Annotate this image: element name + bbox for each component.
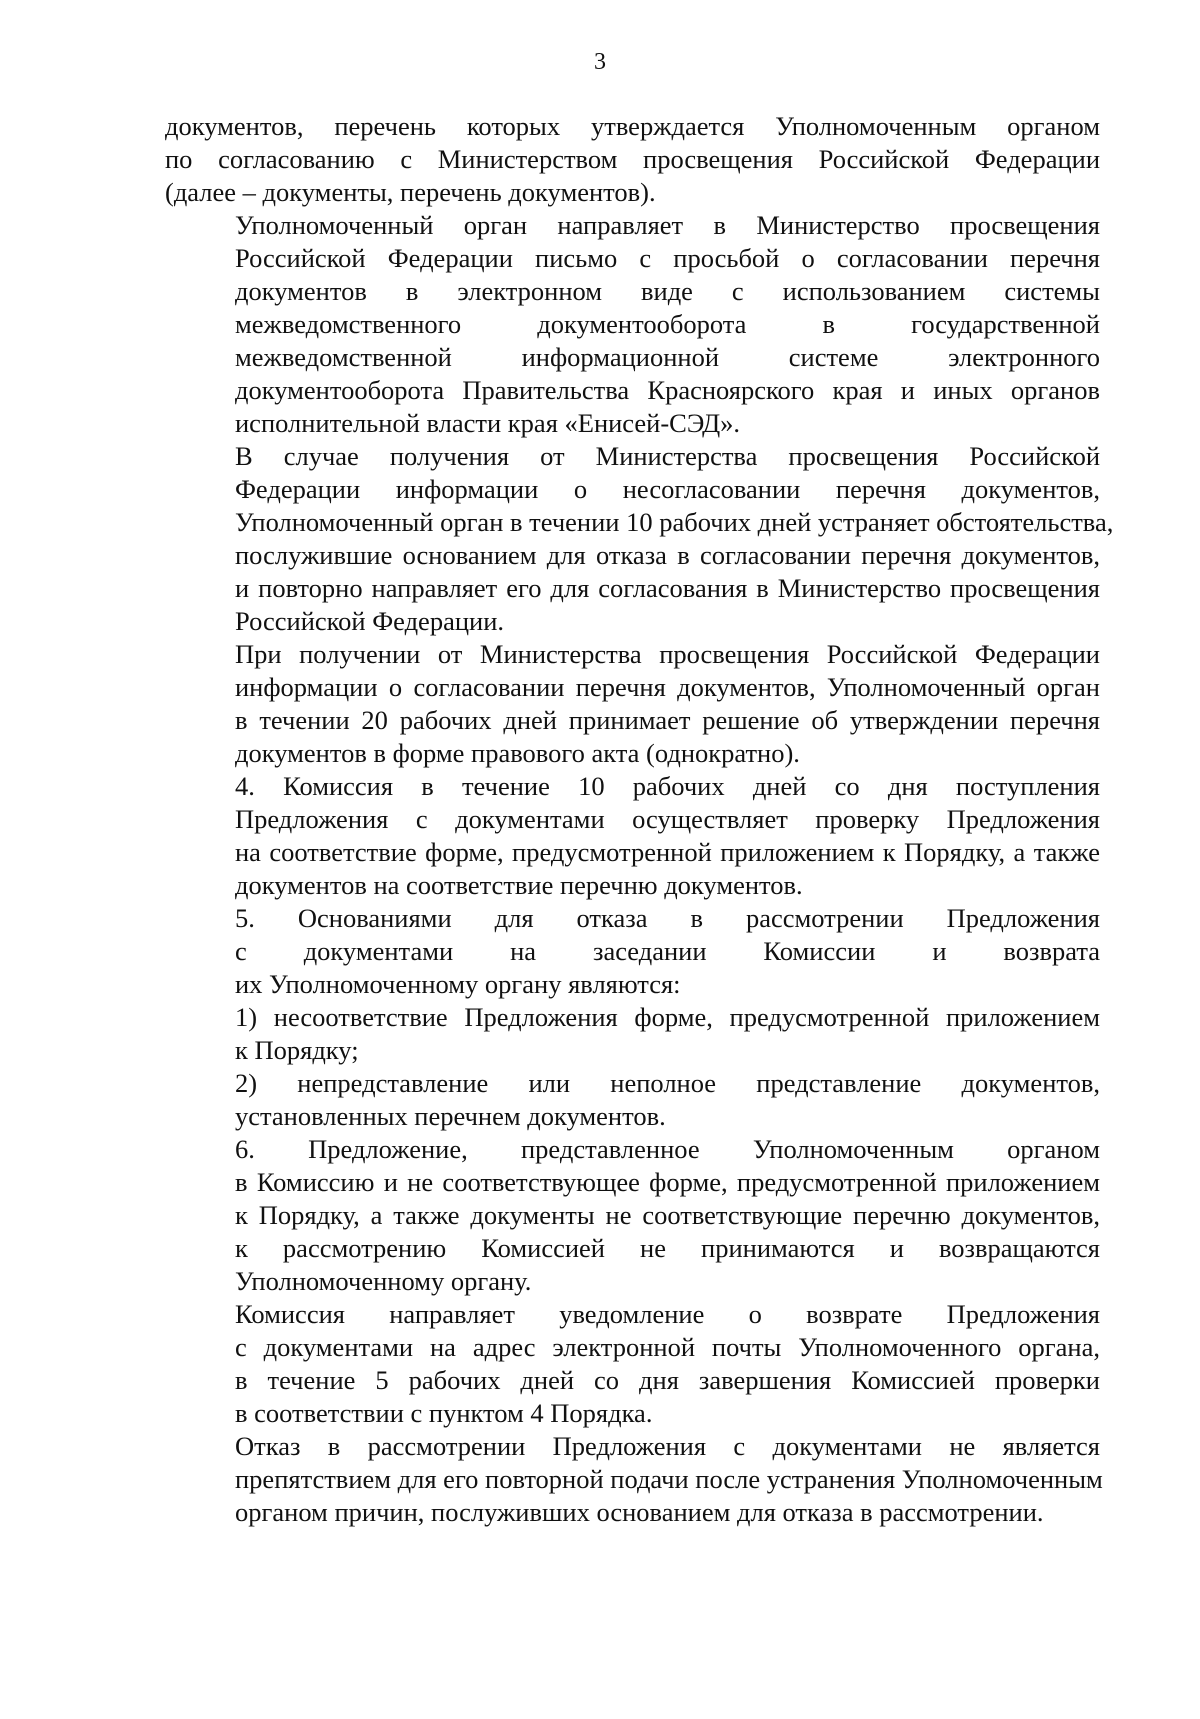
text-line: документов в форме правового акта (однократно). (235, 738, 800, 768)
paragraph (165, 209, 1100, 440)
text-line: информации о согласовании перечня документов, Уполномоченный орган (235, 672, 1100, 702)
text-line: по согласованию с Министерством просвещения Российской Федерации (165, 144, 1100, 174)
text-line: 5. Основаниями для отказа в рассмотрении Предложения (235, 903, 1100, 933)
paragraph (165, 1001, 1100, 1067)
paragraph (165, 1430, 1103, 1529)
paragraph (165, 770, 1100, 902)
text-line: исполнительной власти края «Енисей-СЭД». (235, 408, 741, 438)
text-line: послужившие основанием для отказа в согласовании перечня документов, (235, 540, 1100, 570)
text-line: Уполномоченный орган в течении 10 рабочих дней устраняет обстоятельства, (235, 507, 1114, 537)
text-line: документов в электронном виде с использованием системы (235, 276, 1100, 306)
text-line: Российской Федерации. (235, 606, 504, 636)
text-line: на соответствие форме, предусмотренной приложением к Порядку, а также (235, 837, 1100, 867)
paragraph (165, 638, 1100, 770)
text-line: межведомственного документооборота в государственной (235, 309, 1100, 339)
text-line: в течении 20 рабочих дней принимает решение об утверждении перечня (235, 705, 1100, 735)
text-line: в Комиссию и не соответствующее форме, предусмотренной приложением (235, 1167, 1100, 1197)
text-line: с документами на заседании Комиссии и возврата (235, 936, 1100, 966)
text-line: Федерации информации о несогласовании перечня документов, (235, 474, 1100, 504)
text-line: Уполномоченный орган направляет в Министерство просвещения (235, 210, 1100, 240)
document-body (165, 110, 1114, 1529)
text-line: Уполномоченному органу. (235, 1266, 532, 1296)
text-line: к рассмотрению Комиссией не принимаются и возвращаются (235, 1233, 1100, 1263)
text-line: к Порядку; (235, 1035, 359, 1065)
text-line: установленных перечнем документов. (235, 1101, 666, 1131)
text-line: документов, перечень которых утверждается Уполномоченным органом (165, 111, 1100, 141)
text-line: документооборота Правительства Красноярского края и иных органов (235, 375, 1100, 405)
text-line: (далее – документы, перечень документов). (165, 177, 656, 207)
text-line: межведомственной информационной системе электронного (235, 342, 1100, 372)
text-line: с документами на адрес электронной почты Уполномоченного органа, (235, 1332, 1100, 1362)
text-line: Предложения с документами осуществляет проверку Предложения (235, 804, 1100, 834)
text-line: Российской Федерации письмо с просьбой о согласовании перечня (235, 243, 1100, 273)
text-line: в соответствии с пунктом 4 Порядка. (235, 1398, 653, 1428)
text-line: их Уполномоченному органу являются: (235, 969, 681, 999)
text-line: к Порядку, а также документы не соответствующие перечню документов, (235, 1200, 1100, 1230)
page-number: 3 (594, 49, 606, 75)
text-line: 1) несоответствие Предложения форме, предусмотренной приложением (235, 1002, 1100, 1032)
paragraph (165, 1133, 1100, 1298)
text-line: документов на соответствие перечню документов. (235, 870, 803, 900)
text-line: Комиссия направляет уведомление о возврате Предложения (235, 1299, 1100, 1329)
paragraph (165, 110, 1100, 209)
text-line: в течение 5 рабочих дней со дня завершения Комиссией проверки (235, 1365, 1100, 1395)
paragraph (165, 902, 1100, 1001)
paragraph (165, 1298, 1100, 1430)
text-line: и повторно направляет его для согласования в Министерство просвещения (235, 573, 1100, 603)
text-line: Отказ в рассмотрении Предложения с документами не является (235, 1431, 1100, 1461)
text-line: 2) непредставление или неполное представление документов, (235, 1068, 1100, 1098)
text-line: 4. Комиссия в течение 10 рабочих дней со дня поступления (235, 771, 1100, 801)
text-line: В случае получения от Министерства просвещения Российской (235, 441, 1100, 471)
paragraph (165, 1067, 1100, 1133)
paragraph (165, 440, 1114, 638)
text-line: препятствием для его повторной подачи после устранения Уполномоченным (235, 1464, 1103, 1494)
text-line: 6. Предложение, представленное Уполномоченным органом (235, 1134, 1100, 1164)
text-line: органом причин, послуживших основанием для отказа в рассмотрении. (235, 1497, 1044, 1527)
text-line: При получении от Министерства просвещения Российской Федерации (235, 639, 1100, 669)
